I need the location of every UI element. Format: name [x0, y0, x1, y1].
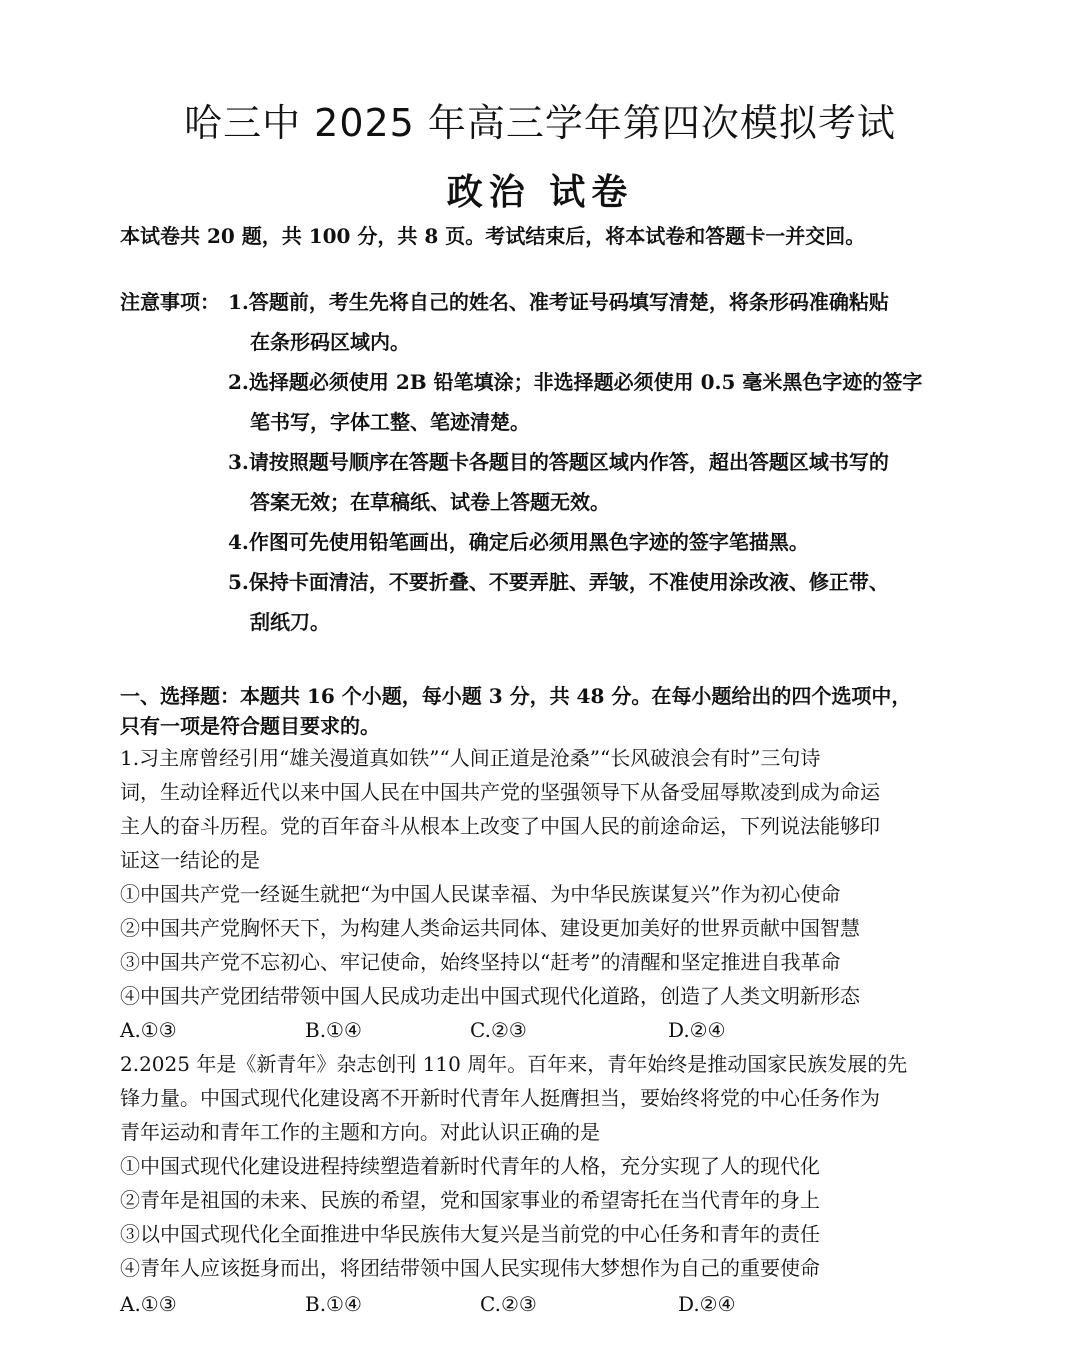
q2-statement-3: ③以中国式现代化全面推进中华民族伟大复兴是当前党的中心任务和青年的责任	[120, 1222, 820, 1246]
q1-stem-line-4: 证这一结论的是	[120, 848, 260, 872]
notice-item-4: 4.作图可先使用铅笔画出，确定后必须用黑色字迹的签字笔描黑。	[228, 530, 809, 554]
section-heading-line-1: 一、选择题：本题共 16 个小题，每小题 3 分，共 48 分。在每小题给出的四个选项中，	[120, 684, 912, 708]
notice-item-1-line-2: 在条形码区域内。	[250, 330, 410, 354]
q1-statement-2: ②中国共产党胸怀天下，为构建人类命运共同体、建设更加美好的世界贡献中国智慧	[120, 916, 860, 940]
notice-item-1-line-1: 1.答题前，考生先将自己的姓名、准考证号码填写清楚，将条形码准确粘贴	[228, 290, 889, 314]
notice-item-2-line-2: 笔书写，字体工整、笔迹清楚。	[250, 410, 530, 434]
q2-stem-line-1: 2.2025 年是《新青年》杂志创刊 110 周年。百年来，青年始终是推动国家民族发展的先	[120, 1052, 908, 1076]
q2-stem-line-3: 青年运动和青年工作的主题和方向。对此认识正确的是	[120, 1120, 600, 1144]
q1-statement-3: ③中国共产党不忘初心、牢记使命，始终坚持以“赶考”的清醒和坚定推进自我革命	[120, 950, 841, 974]
q1-option-d: D.②④	[668, 1018, 726, 1042]
notice-item-5-line-2: 刮纸刀。	[250, 610, 330, 634]
q1-option-a: A.①③	[120, 1018, 177, 1042]
q1-statement-1: ①中国共产党一经诞生就把“为中国人民谋幸福、为中华民族谋复兴”作为初心使命	[120, 882, 841, 906]
q1-option-b: B.①④	[305, 1018, 362, 1042]
notice-label: 注意事项：	[120, 290, 220, 314]
exam-summary: 本试卷共 20 题，共 100 分，共 8 页。考试结束后，将本试卷和答题卡一并交回。	[120, 224, 866, 248]
subject-title: 政治 试卷	[446, 172, 634, 213]
section-heading-line-2: 只有一项是符合题目要求的。	[120, 714, 380, 738]
q2-option-c: C.②③	[480, 1292, 537, 1316]
q2-option-a: A.①③	[120, 1292, 177, 1316]
q2-statement-1: ①中国式现代化建设进程持续塑造着新时代青年的人格，充分实现了人的现代化	[120, 1154, 820, 1178]
q1-stem-line-2: 词，生动诠释近代以来中国人民在中国共产党的坚强领导下从备受屈辱欺凌到成为命运	[120, 780, 880, 804]
q2-stem-line-2: 锋力量。中国式现代化建设离不开新时代青年人挺膺担当，要始终将党的中心任务作为	[120, 1086, 880, 1110]
notice-item-3-line-2: 答案无效；在草稿纸、试卷上答题无效。	[250, 490, 610, 514]
q2-statement-4: ④青年人应该挺身而出，将团结带领中国人民实现伟大梦想作为自己的重要使命	[120, 1256, 820, 1280]
q1-option-c: C.②③	[470, 1018, 527, 1042]
page-title: 哈三中 2025 年高三学年第四次模拟考试	[184, 101, 896, 145]
notice-item-3-line-1: 3.请按照题号顺序在答题卡各题目的答题区域内作答，超出答题区域书写的	[228, 450, 889, 474]
notice-item-5-line-1: 5.保持卡面清洁，不要折叠、不要弄脏、弄皱，不准使用涂改液、修正带、	[228, 570, 889, 594]
q1-stem-line-1: 1.习主席曾经引用“雄关漫道真如铁”“人间正道是沧桑”“长风破浪会有时”三句诗	[120, 746, 821, 770]
notice-item-2-line-1: 2.选择题必须使用 2B 铅笔填涂；非选择题必须使用 0.5 毫米黑色字迹的签字	[228, 370, 923, 394]
q2-statement-2: ②青年是祖国的未来、民族的希望，党和国家事业的希望寄托在当代青年的身上	[120, 1188, 820, 1212]
q1-stem-line-3: 主人的奋斗历程。党的百年奋斗从根本上改变了中国人民的前途命运，下列说法能够印	[120, 814, 880, 838]
q2-option-d: D.②④	[678, 1292, 736, 1316]
q1-statement-4: ④中国共产党团结带领中国人民成功走出中国式现代化道路，创造了人类文明新形态	[120, 984, 860, 1008]
q2-option-b: B.①④	[305, 1292, 362, 1316]
